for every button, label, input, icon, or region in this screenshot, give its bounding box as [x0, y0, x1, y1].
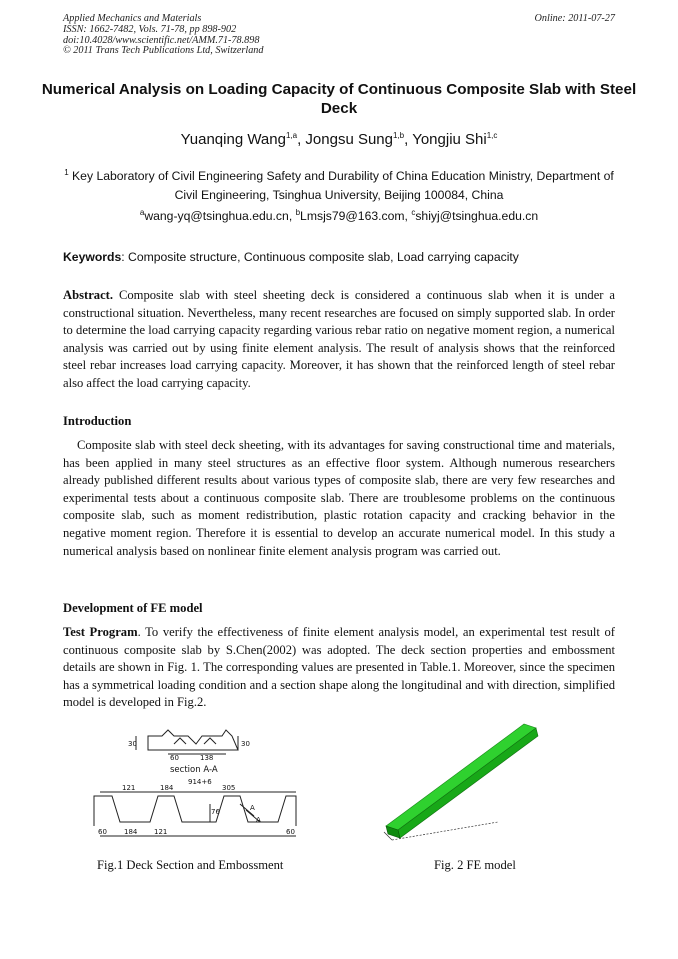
affiliation-text: Key Laboratory of Civil Engineering Safety and Durability of China Education Ministry, Department of Civil Engineering, Tsinghua University, Beijing 100084, China [68, 169, 614, 202]
issn: ISSN: 1662-7482, Vols. 71-78, pp 898-902 [63, 23, 237, 35]
fe-beam-side [398, 728, 538, 838]
test-program-text: . To verify the effectiveness of finite element analysis model, an experimental test result of continuous composite slab by S.Chen(2002) was adopted. The deck section properties and embossment details are shown in Fig. 1. The corresponding values are presented in Table.1. Moreover, since the specimen has a symmetrical loading condition and a section shape along the longitudinal and with direction, simplified model is developed in Fig.2. [63, 625, 615, 710]
dim-label: 60 [286, 828, 295, 836]
paper-title: Numerical Analysis on Loading Capacity of Continuous Composite Slab with Steel Deck [41, 81, 637, 117]
dim-label: 76 [211, 808, 220, 816]
section-heading-development: Development of FE model [63, 601, 203, 615]
author-sup: 1,a [285, 131, 298, 140]
copyright: © 2011 Trans Tech Publications Ltd, Switzerland [63, 45, 264, 57]
abstract [63, 287, 615, 393]
author-name: Yuanqing Wang [180, 131, 286, 148]
dim-label: 30 [128, 740, 137, 748]
section-label: section A-A [170, 765, 218, 775]
dim-label: 138 [200, 754, 214, 762]
keywords-label: Keywords [63, 250, 122, 264]
email-link[interactable]: wang-yq@tsinghua.edu.cn [144, 209, 289, 223]
keywords-text: : Composite structure, Continuous composite slab, Load carrying capacity [121, 250, 519, 264]
doi: doi:10.4028/www.scientific.net/AMM.71-78.898 [63, 34, 260, 46]
affiliation-sup: 1 [64, 167, 69, 177]
keywords [63, 250, 615, 264]
author-name: Jongsu Sung [305, 131, 393, 148]
fe-beam-top [386, 724, 536, 830]
figure-1-caption: Fig.1 Deck Section and Embossment [97, 858, 284, 872]
section-mark: A [250, 804, 255, 812]
affiliation [63, 167, 615, 205]
test-program-label: Test Program [63, 625, 138, 639]
abstract-text: Composite slab with steel sheeting deck is considered a continuous slab when it is under a constructional situation. Nevertheless, many recent researches are focused on simply supported slab. In order to determine the load carrying capacity regarding various rebar ratio on negative moment region, a numerical analysis was carried out by using finite element analysis. The result of analysis shows that the reinforced steel rebar increases load carrying capacity. Moreover, it has shown that the reinforced length of steel rebar also affect the load carrying capacity. [63, 288, 615, 390]
section-heading-introduction: Introduction [63, 414, 132, 428]
figure-2-caption: Fig. 2 FE model [434, 858, 516, 872]
deck-section-figure [90, 726, 320, 841]
online-date: Online: 2011-07-27 [534, 13, 615, 24]
introduction-paragraph: Composite slab with steel deck sheeting, with its advantages for saving constructional time and materials, has been applied in many steel structures as an effective floor system. Although numerous researchers already published different results about various types of composite slab, there are very few researches and experimental tests about a continuous composite slab. There are troublesome problems on the continuous composite slab, such as moment redistribution, plastic rotation capacity and cracking behavior in the negative moment region. Therefore it is essential to develop an accurate numerical model. In this study a numerical analysis based on nonlinear finite element analysis program was carried out. [63, 438, 615, 558]
email-link[interactable]: shiyj@tsinghua.edu.cn [415, 209, 539, 223]
author-list: Yuanqing Wang$^{1,a}$, Jongsu Sung$^{1,b}$, Yongjiu Shi$^{1,c}$ [180, 131, 498, 148]
dim-label: 121 [122, 784, 136, 792]
author-name: Yongjiu Shi [412, 131, 487, 148]
test-program-paragraph [63, 624, 615, 712]
dim-label: 305 [222, 784, 236, 792]
dim-label: 184 [160, 784, 174, 792]
author-sup: 1,b [393, 131, 405, 140]
abstract-label: Abstract. [63, 288, 114, 302]
dim-label: 914+6 [188, 778, 212, 786]
section-profile [148, 730, 238, 750]
dim-label: 184 [124, 828, 138, 836]
email-link[interactable]: Lmsjs79@163.com [300, 209, 405, 223]
email-list: $^a$wang-yq@tsinghua.edu.cn, $^b$Lmsjs79@163.com, $^c$shiyj@tsinghua.edu.cn [139, 207, 539, 223]
journal-name: Applied Mechanics and Materials [63, 13, 202, 24]
dim-label: 30 [241, 740, 250, 748]
dim-label: 60 [170, 754, 179, 762]
fe-model-figure [378, 722, 548, 844]
dim-label: 121 [154, 828, 168, 836]
running-header [63, 14, 615, 57]
section-mark: A [256, 816, 261, 824]
deck-profile [94, 796, 296, 826]
dim-label: 60 [98, 828, 107, 836]
author-sup: 1,c [486, 131, 498, 140]
